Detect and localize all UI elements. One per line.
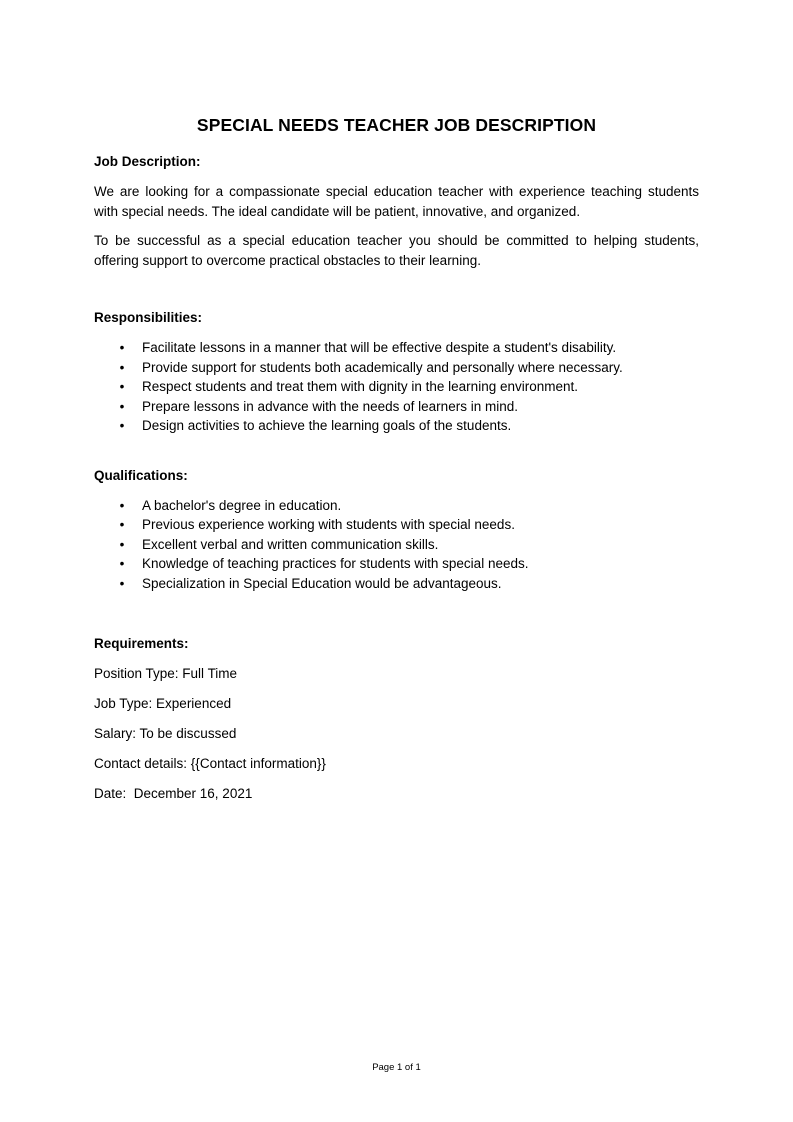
qualification-item (94, 496, 699, 516)
salary-line: Salary: To be discussed (94, 726, 237, 741)
position-type-line: Position Type: Full Time (94, 666, 238, 681)
job-type-line: Job Type: Experienced (94, 696, 232, 711)
qualification-text: Knowledge of teaching practices for students with special needs. (142, 556, 529, 571)
qualification-item (94, 515, 699, 535)
job-description-paragraph-2: To be successful as a special education teacher you should be committed to helping students, offering support to overcome practical obstacles to their learning. (94, 233, 699, 268)
bullet-icon: • (119, 575, 125, 591)
bullet-icon: • (119, 359, 125, 375)
job-description-heading: Job Description: (94, 154, 201, 169)
qualification-item (94, 574, 699, 594)
document-title: SPECIAL NEEDS TEACHER JOB DESCRIPTION (196, 115, 597, 135)
bullet-icon: • (119, 497, 125, 513)
responsibility-item (94, 377, 699, 397)
responsibility-item (94, 416, 699, 436)
responsibility-item (94, 338, 699, 358)
responsibility-text: Design activities to achieve the learning goals of the students. (142, 418, 512, 433)
responsibility-item (94, 397, 699, 417)
job-description-paragraph-1: We are looking for a compassionate special education teacher with experience teaching students with special needs. The ideal candidate will be patient, innovative, and organized. (94, 184, 699, 219)
page-number-footer: Page 1 of 1 (372, 1062, 421, 1073)
qualifications-list (94, 496, 699, 594)
qualification-item (94, 535, 699, 555)
bullet-icon: • (119, 418, 125, 433)
responsibility-text: Provide support for students both academically and personally where necessary. (142, 359, 623, 375)
responsibilities-list (94, 338, 699, 436)
date-line: Date: December 16, 2021 (94, 786, 253, 801)
qualification-text: A bachelor's degree in education. (142, 497, 342, 513)
bullet-icon: • (119, 556, 125, 571)
responsibility-text: Respect students and treat them with dignity in the learning environment. (142, 379, 578, 394)
document-body (94, 112, 699, 804)
qualification-text: Specialization in Special Education would be advantageous. (142, 575, 502, 591)
qualification-text: Excellent verbal and written communication skills. (142, 536, 439, 552)
qualifications-section (94, 466, 699, 594)
job-description-section (94, 152, 699, 270)
qualification-text: Previous experience working with students with special needs. (142, 517, 515, 532)
bullet-icon: • (119, 379, 125, 394)
requirements-section (94, 634, 699, 804)
qualifications-heading: Qualifications: (94, 467, 188, 483)
bullet-icon: • (119, 398, 125, 414)
responsibility-text: Facilitate lessons in a manner that will be effective despite a student's disability. (142, 340, 617, 355)
contact-details-line: Contact details: {{Contact information}} (94, 756, 326, 771)
bullet-icon: • (119, 517, 125, 532)
qualification-item (94, 554, 699, 574)
bullet-icon: • (119, 340, 125, 355)
responsibility-item (94, 358, 699, 378)
bullet-icon: • (119, 536, 125, 552)
responsibility-text: Prepare lessons in advance with the needs of learners in mind. (142, 398, 518, 414)
responsibilities-heading: Responsibilities: (94, 310, 203, 325)
requirements-heading: Requirements: (94, 636, 189, 651)
responsibilities-section (94, 308, 699, 436)
